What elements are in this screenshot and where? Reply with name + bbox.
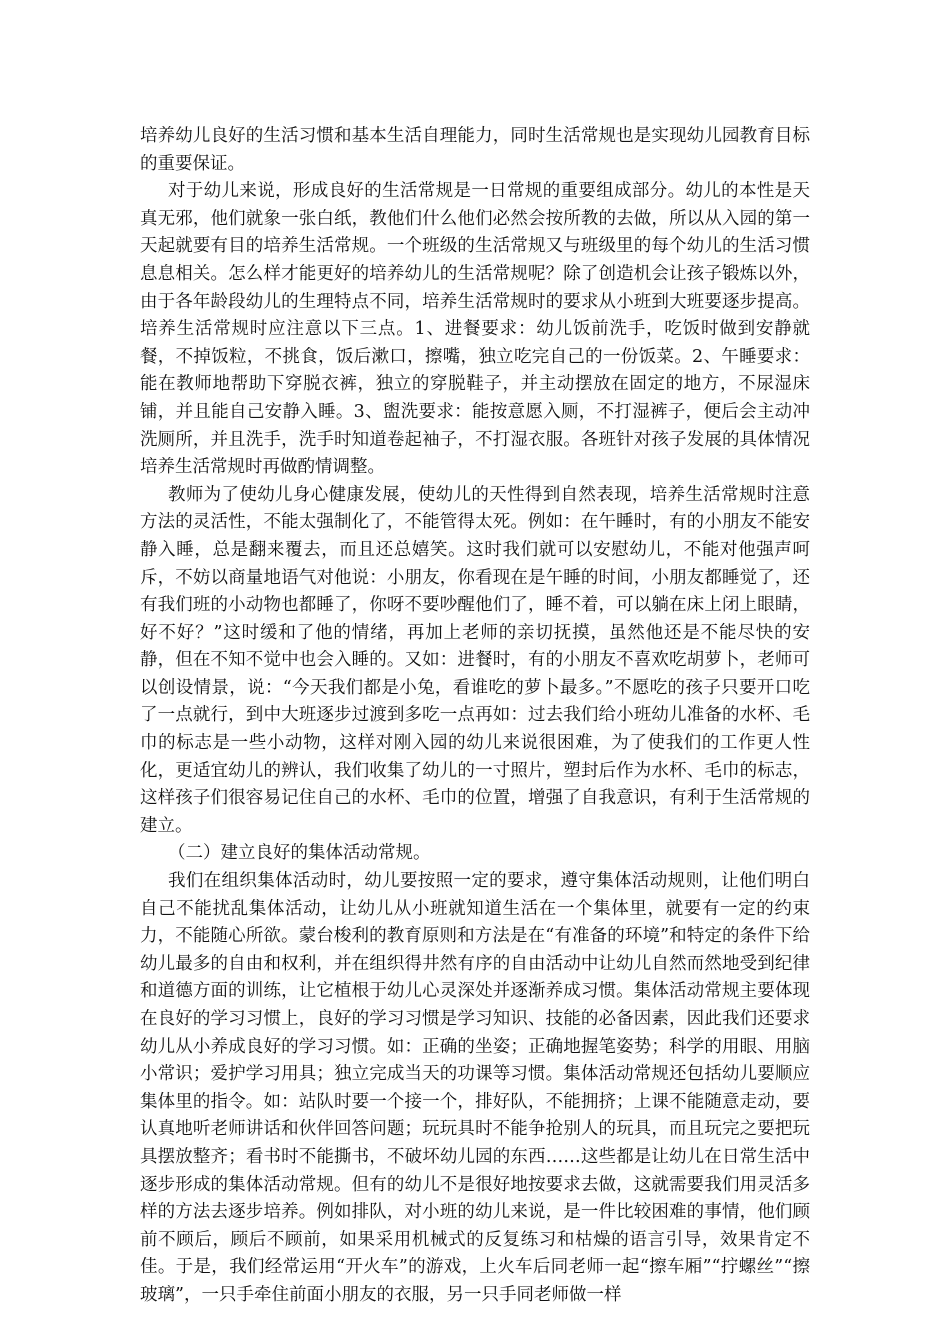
paragraph-2: 对于幼儿来说，形成良好的生活常规是一日常规的重要组成部分。幼儿的本性是天真无邪，他们就象一张白纸，教他们什么他们必然会按所教的去做，所以从入园的第一天起就要有目的培养生活常规。一个班级的生活常规又与班级里的每个幼儿的生活习惯息息相关。怎么样才能更好的培养幼儿的生活常规呢？除了创造机会让孩子锻炼以外，由于各年龄段幼儿的生理特点不同，培养生活常规时的要求从小班到大班要逐步提高。培养生活常规时应注意以下三点。1、进餐要求：幼儿饭前洗手，吃饭时做到安静就餐，不掉饭粒，不挑食，饭后漱口，擦嘴，独立吃完自己的一份饭菜。2、午睡要求：能在教师地帮助下穿脱衣裤，独立的穿脱鞋子，并主动摆放在固定的地方，不尿湿床铺，并且能自己安静入睡。3、盥洗要求：能按意愿入厕，不打湿裤子，便后会主动冲洗厕所，并且洗手，洗手时知道卷起袖子，不打湿衣服。各班针对孩子发展的具体情况培养生活常规时再做酌情调整。 (140, 181, 810, 478)
document-page (140, 123, 810, 1310)
paragraph-1: 培养幼儿良好的生活习惯和基本生活自理能力，同时生活常规也是实现幼儿园教育目标的重要保证。 (140, 126, 810, 174)
paragraph-3: 教师为了使幼儿身心健康发展，使幼儿的天性得到自然表现，培养生活常规时注意方法的灵活性，不能太强制化了，不能管得太死。例如：在午睡时，有的小朋友不能安静入睡，总是翻来覆去，而且还总嬉笑。这时我们就可以安慰幼儿，不能对他强声呵斥，不妨以商量地语气对他说：小朋友，你看现在是午睡的时间，小朋友都睡觉了，还有我们班的小动物也都睡了，你呀不要吵醒他们了，睡不着，可以躺在床上闭上眼睛，好不好？”这时缓和了他的情绪，再加上老师的亲切抚摸，虽然他还是不能尽快的安静，但在不知不觉中也会入睡的。又如：进餐时，有的小朋友不喜欢吃胡萝卜，老师可以创设情景，说：“今天我们都是小兔，看谁吃的萝卜最多。”不愿吃的孩子只要开口吃了一点就行，到中大班逐步过渡到多吃一点再如：过去我们给小班幼儿准备的水杯、毛巾的标志是一些小动物，这样对刚入园的幼儿来说很困难，为了使我们的工作更人性化，更适宜幼儿的辨认，我们收集了幼儿的一寸照片，塑封后作为水杯、毛巾的标志，这样孩子们很容易记住自己的水杯、毛巾的位置，增强了自我意识，有利于生活常规的建立。 (140, 484, 810, 836)
paragraph-4: 我们在组织集体活动时，幼儿要按照一定的要求，遵守集体活动规则，让他们明白自己不能扰乱集体活动，让幼儿从小班就知道生活在一个集体里，就要有一定的约束力，不能随心所欲。蒙台梭利的教育原则和方法是在“有准备的环境”和特定的条件下给幼儿最多的自由和权利，并在组织得井然有序的自由活动中让幼儿自然而然地受到纪律和道德方面的训练，让它植根于幼儿心灵深处并逐渐养成习惯。集体活动常规主要体现在良好的学习习惯上，良好的学习习惯是学习知识、技能的必备因素，因此我们还要求幼儿从小养成良好的学习习惯。如：正确的坐姿；正确地握笔姿势；科学的用眼、用脑小常识；爱护学习用具；独立完成当天的功课等习惯。集体活动常规还包括幼儿要顺应集体里的指令。如：站队时要一个接一个，排好队，不能拥挤；上课不能随意走动，要认真地听老师讲话和伙伴回答问题；玩玩具时不能争抢别人的玩具，而且玩完之要把玩具摆放整齐；看书时不能撕书，不破坏幼儿园的东西……这些都是让幼儿在日常生活中逐步形成的集体活动常规。但有的幼儿不是很好地按要求去做，这就需要我们用灵活多样的方法去逐步培养。例如排队，对小班的幼儿来说，是一件比较困难的事情，他们顾前不顾后，顾后不顾前，如果采用机械式的反复练习和枯燥的语言引导，效果肯定不佳。于是，我们经常运用“开火车”的游戏，上火车后同老师一起“擦车厢”“拧螺丝”“擦玻璃”，一只手牵住前面小朋友的衣服，另一只手同老师做一样 (140, 871, 810, 1305)
section-heading: （二）建立良好的集体活动常规。 (168, 843, 431, 864)
